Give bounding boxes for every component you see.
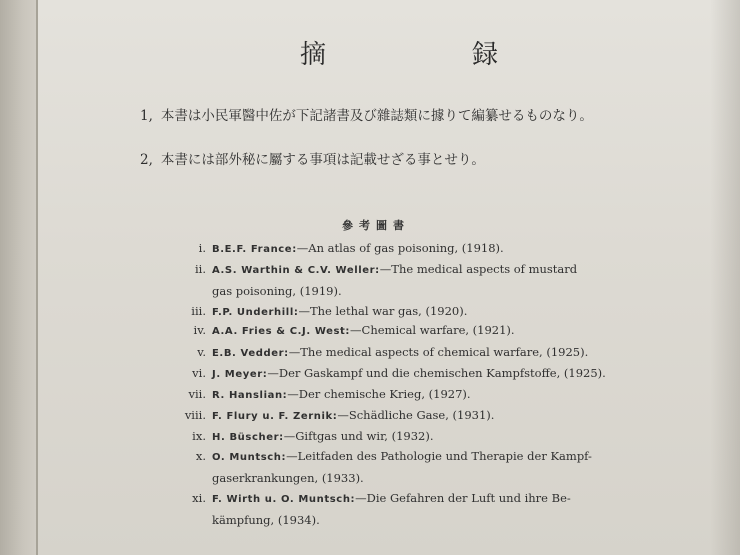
page-gutter-line bbox=[36, 0, 38, 555]
reference-number: vii. bbox=[188, 387, 206, 401]
reference-author: E.B. Vedder: bbox=[212, 348, 289, 359]
reference-author: A.A. Fries & C.J. West: bbox=[212, 326, 351, 337]
reference-title-continued: kämpfung, (1934). bbox=[212, 513, 320, 527]
note-2 bbox=[140, 148, 485, 168]
reference-author: J. Meyer: bbox=[212, 369, 268, 380]
reference-title: —Die Gefahren der Luft und ihre Be- bbox=[355, 491, 571, 505]
page-shadow bbox=[710, 0, 740, 555]
note-2-text: 本書には部外秘に屬する事項は記載せざる事とせり。 bbox=[160, 152, 485, 168]
references-heading: 參考圖書 bbox=[342, 219, 410, 232]
reference-title-continued: gaserkrankungen, (1933). bbox=[212, 471, 364, 485]
reference-title: —The medical aspects of chemical warfare, (1925). bbox=[288, 345, 589, 359]
reference-number: vi. bbox=[192, 366, 206, 380]
reference-title: —An atlas of gas poisoning, (1918). bbox=[296, 241, 504, 255]
reference-author: R. Hanslian: bbox=[212, 390, 288, 401]
reference-number: xi. bbox=[192, 491, 206, 505]
reference-author: F.P. Underhill: bbox=[212, 307, 299, 318]
reference-title: —The medical aspects of mustard bbox=[379, 262, 578, 276]
reference-number: x. bbox=[195, 449, 206, 463]
note-1-number: 1, bbox=[140, 108, 153, 124]
reference-author: A.S. Warthin & C.V. Weller: bbox=[212, 265, 380, 276]
reference-number: ii. bbox=[194, 262, 206, 276]
reference-title: —Der Gaskampf und die chemischen Kampfstoffe, (1925). bbox=[267, 366, 606, 380]
reference-title: —The lethal war gas, (1920). bbox=[298, 304, 468, 318]
reference-number: viii. bbox=[184, 408, 206, 422]
reference-author: O. Muntsch: bbox=[212, 452, 287, 463]
reference-number: iv. bbox=[193, 323, 206, 337]
reference-author: F. Wirth u. O. Muntsch: bbox=[212, 494, 356, 505]
reference-author: H. Büscher: bbox=[212, 432, 284, 443]
reference-number: v. bbox=[197, 345, 206, 359]
reference-number: i. bbox=[198, 241, 206, 255]
reference-title-continued: gas poisoning, (1919). bbox=[212, 284, 342, 298]
note-2-number: 2, bbox=[140, 152, 153, 168]
reference-title: —Leitfaden des Pathologie und Therapie der Kampf- bbox=[286, 449, 592, 463]
reference-author: B.E.F. France: bbox=[212, 244, 297, 255]
reference-number: iii. bbox=[191, 304, 206, 318]
note-1-text: 本書は小民軍醫中佐が下記諸書及び雜誌類に據りて編纂せるものなり。 bbox=[160, 108, 593, 124]
reference-title: —Giftgas und wir, (1932). bbox=[283, 429, 434, 443]
book-spine-edge bbox=[0, 0, 38, 555]
note-1 bbox=[140, 104, 593, 124]
reference-title: —Schädliche Gase, (1931). bbox=[337, 408, 495, 422]
reference-title: —Chemical warfare, (1921). bbox=[350, 323, 515, 337]
page-title: 摘 録 bbox=[300, 40, 559, 70]
reference-number: ix. bbox=[192, 429, 206, 443]
reference-author: F. Flury u. F. Zernik: bbox=[212, 411, 338, 422]
reference-title: —Der chemische Krieg, (1927). bbox=[287, 387, 471, 401]
